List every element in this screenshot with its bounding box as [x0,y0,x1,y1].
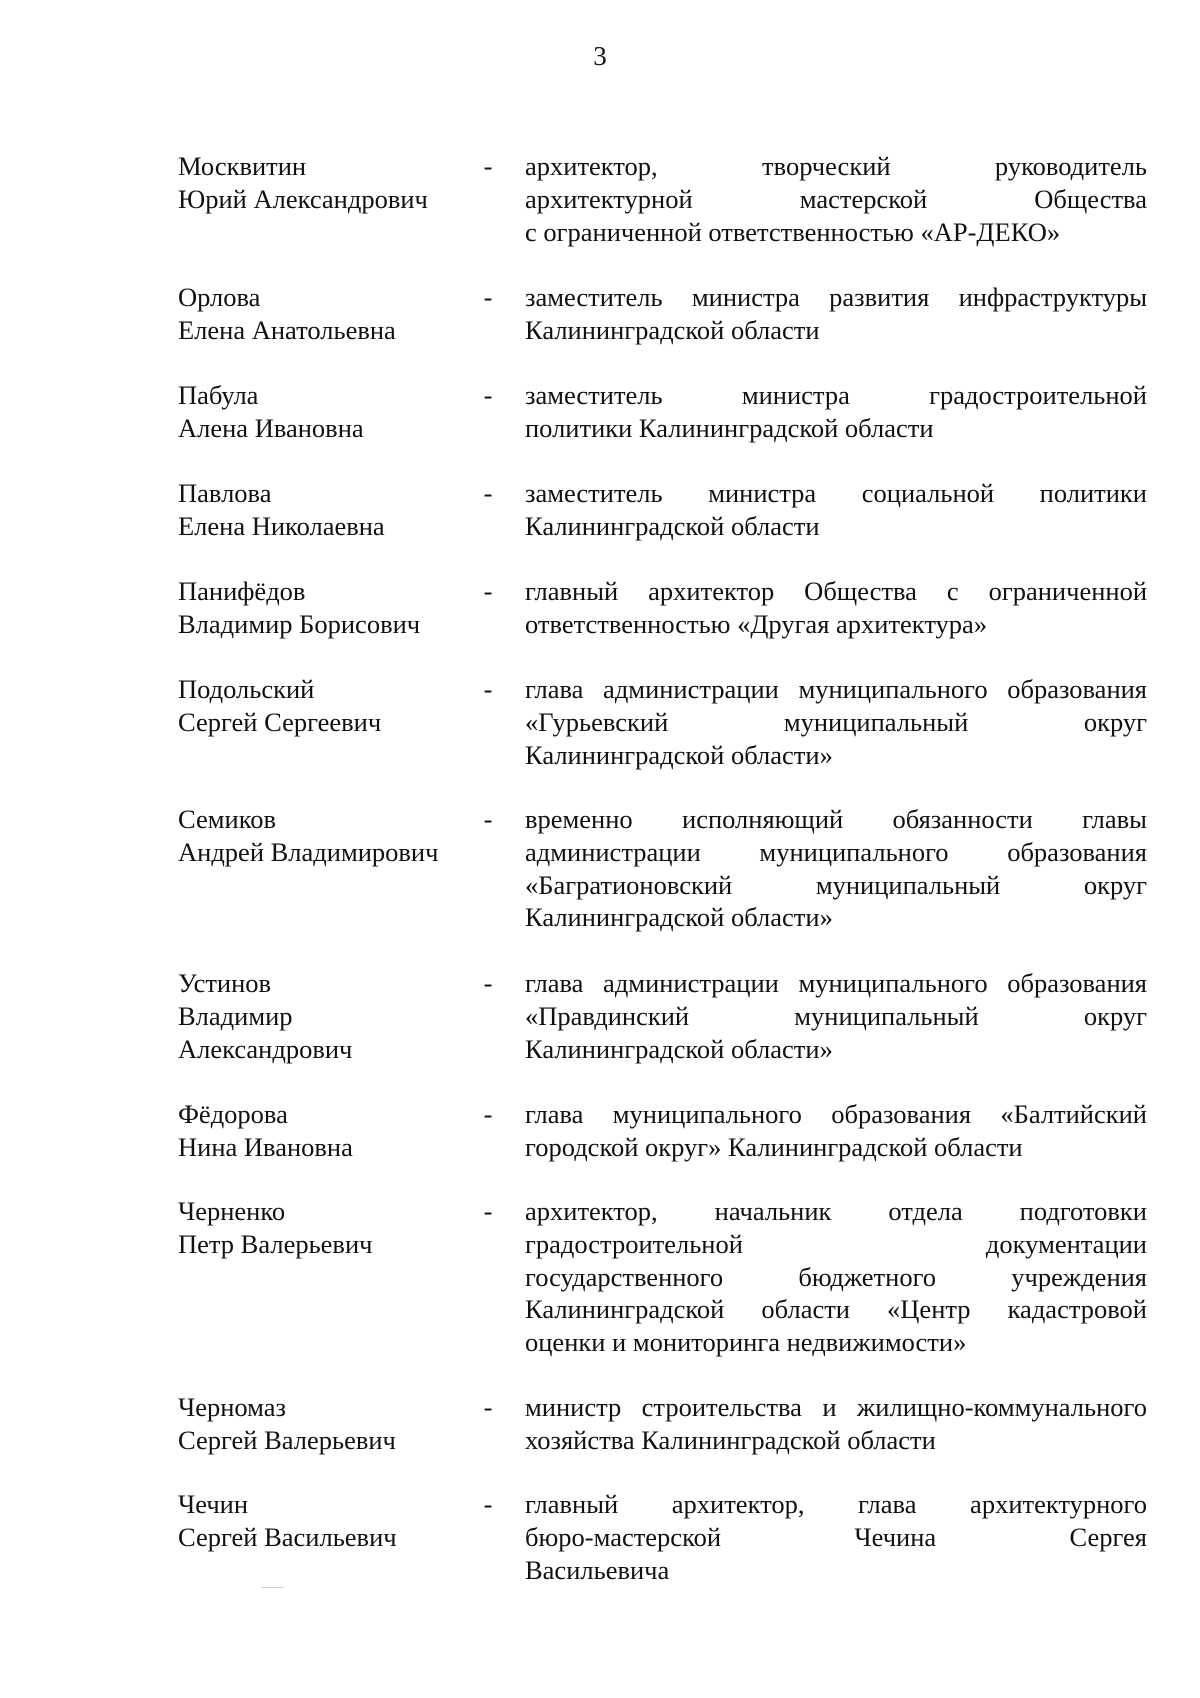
separator-dash: - [483,804,493,834]
position-line: архитектор, творческий руководитель [525,151,1147,181]
member-given-names: Юрий Александрович [178,183,428,214]
position-line: главный архитектор Общества с ограниченной [525,576,1147,606]
position-line: глава администрации муниципального образования [525,968,1147,998]
member-name [178,575,478,641]
position-line: Калининградской области [525,510,820,541]
member-surname: Семиков [178,804,277,834]
separator-dash: - [483,1392,493,1422]
position-line: архитектурной мастерской Общества [525,183,1147,214]
position-line: министр строительства и жилищно-коммунального [525,1392,1147,1422]
position-line: бюро-мастерской Чечина Сергея [525,1521,1147,1552]
member-given-names: Александрович [178,1033,353,1064]
separator-dash: - [483,968,493,998]
member-surname: Черномаз [178,1392,286,1422]
member-position [525,1391,1147,1457]
position-line: глава муниципального образования «Балтийский [525,1099,1147,1129]
member-name [178,803,478,869]
position-line: «Багратионовский муниципальный округ [525,869,1147,900]
position-line: Калининградской области «Центр кадастровой [525,1294,1147,1325]
member-given-names: Елена Анатольевна [178,314,396,345]
member-surname: Устинов [178,968,272,998]
position-line: заместитель министра градостроительной [525,380,1147,410]
position-line: заместитель министра социальной политики [525,478,1147,508]
member-name [178,477,478,543]
member-given-names: Петр Валерьевич [178,1228,373,1259]
member-name [178,967,478,1065]
member-name [178,281,478,347]
scan-artifact [262,1587,284,1588]
member-given-names: Владимир [178,1000,293,1031]
member-position [525,673,1147,771]
member-surname: Пабула [178,380,259,410]
member-surname: Москвитин [178,151,307,181]
position-line: с ограниченной ответственностью «АР-ДЕКО» [525,216,1061,247]
member-surname: Чечин [178,1489,249,1519]
separator-dash: - [483,1099,493,1129]
member-surname: Панифёдов [178,576,306,606]
member-position [525,379,1147,445]
member-position [525,150,1147,248]
separator-dash: - [483,1196,493,1226]
member-position [525,1488,1147,1586]
position-line: главный архитектор, глава архитектурного [525,1489,1147,1519]
position-line: «Гурьевский муниципальный округ [525,706,1147,737]
member-position [525,803,1147,934]
position-line: оценки и мониторинга недвижимости» [525,1327,967,1358]
position-line: Калининградской области [525,314,820,345]
position-line: администрации муниципального образования [525,836,1147,867]
position-line: временно исполняющий обязанности главы [525,804,1147,834]
separator-dash: - [483,478,493,508]
member-position [525,1098,1147,1164]
position-line: хозяйства Калининградской области [525,1424,936,1455]
position-line: Калининградской области» [525,739,833,770]
member-name [178,1098,478,1164]
member-surname: Павлова [178,478,272,508]
position-line: «Правдинский муниципальный округ [525,1000,1147,1031]
member-position [525,477,1147,543]
member-given-names: Алена Ивановна [178,412,364,443]
position-line: политики Калининградской области [525,412,934,443]
position-line: Васильевича [525,1554,670,1585]
member-given-names: Сергей Васильевич [178,1521,397,1552]
separator-dash: - [483,576,493,606]
member-position [525,575,1147,641]
member-name [178,673,478,739]
member-surname: Черненко [178,1196,286,1226]
member-surname: Подольский [178,674,315,704]
position-line: архитектор, начальник отдела подготовки [525,1196,1147,1226]
member-surname: Орлова [178,282,261,312]
member-position [525,967,1147,1065]
member-given-names: Елена Николаевна [178,510,385,541]
member-name [178,1195,478,1261]
member-name [178,1488,478,1554]
position-line: городской округ» Калининградской области [525,1131,1023,1162]
separator-dash: - [483,674,493,704]
separator-dash: - [483,380,493,410]
position-line: государственного бюджетного учреждения [525,1261,1147,1292]
member-name [178,150,478,216]
member-given-names: Сергей Сергеевич [178,706,382,737]
position-line: глава администрации муниципального образования [525,674,1147,704]
page-number: 3 [593,41,607,71]
separator-dash: - [483,151,493,181]
position-line: Калининградской области» [525,1033,833,1064]
member-given-names: Нина Ивановна [178,1131,353,1162]
member-given-names: Сергей Валерьевич [178,1424,396,1455]
member-position [525,281,1147,347]
member-position [525,1195,1147,1359]
member-name [178,379,478,445]
position-line: заместитель министра развития инфраструктуры [525,282,1147,312]
member-given-names: Владимир Борисович [178,608,421,639]
member-name [178,1391,478,1457]
position-line: ответственностью «Другая архитектура» [525,608,988,639]
position-line: Калининградской области» [525,902,833,933]
position-line: градостроительной документации [525,1228,1147,1259]
separator-dash: - [483,282,493,312]
separator-dash: - [483,1489,493,1519]
member-surname: Фёдорова [178,1099,288,1129]
member-given-names: Андрей Владимирович [178,836,439,867]
